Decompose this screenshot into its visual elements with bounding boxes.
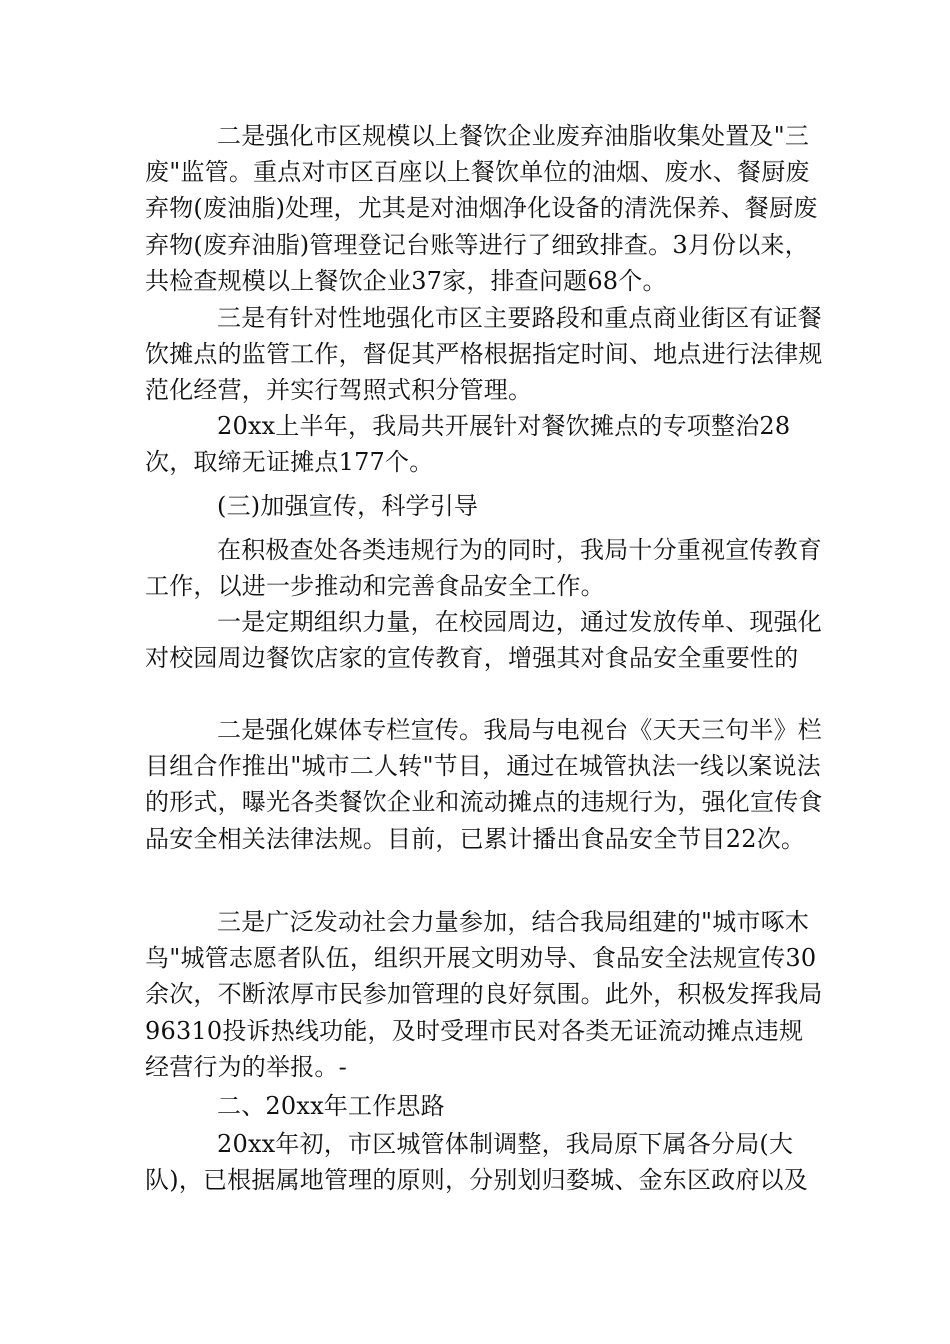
paragraph-waste-oil-supervision: 二是强化市区规模以上餐饮企业废弃油脂收集处置及"三废"监管。重点对市区百座以上餐饮单位的油烟、废水、餐厨废弃物(废油脂)处理，尤其是对油烟净化设备的清洗保养、餐厨废弃物(废弃油脂)管理登记台账等进行了细致排查。3月份以来，共检查规模以上餐饮企业37家，排查问题68个。 <box>145 122 818 295</box>
section-heading-work-plan: 二、20xx年工作思路 <box>217 1092 445 1120</box>
section-heading-publicity: (三)加强宣传，科学引导 <box>217 492 479 520</box>
paragraph-campus-publicity: 一是定期组织力量，在校园周边，通过发放传单、现强化对校园周边餐饮店家的宣传教育，增强其对食品安全重要性的 <box>145 608 822 673</box>
paragraph-media-publicity: 二是强化媒体专栏宣传。我局与电视台《天天三句半》栏目组合作推出"城市二人转"节目，通过在城管执法一线以案说法的形式，曝光各类餐饮企业和流动摊点的违规行为，强化宣传食品安全相关法律法规。目前，已累计播出食品安全节目22次。 <box>145 716 823 853</box>
paragraph-street-vendor-supervision: 三是有针对性地强化市区主要路段和重点商业街区有证餐饮摊点的监管工作，督促其严格根据指定时间、地点进行法律规范化经营，并实行驾照式积分管理。 <box>145 304 823 405</box>
paragraph-half-year-rectification: 20xx上半年，我局共开展针对餐饮摊点的专项整治28次，取缔无证摊点177个。 <box>145 412 791 477</box>
paragraph-publicity-intro: 在积极查处各类违规行为的同时，我局十分重视宣传教育工作，以进一步推动和完善食品安全工作。 <box>145 536 822 601</box>
paragraph-volunteer-publicity: 三是广泛发动社会力量参加，结合我局组建的"城市啄木鸟"城管志愿者队伍，组织开展文明劝导、食品安全法规宣传30余次，不断浓厚市民参加管理的良好氛围。此外，积极发挥我局96310投诉热线功能，及时受理市民对各类无证流动摊点违规经营行为的举报。- <box>145 908 823 1081</box>
paragraph-system-adjustment: 20xx年初，市区城管体制调整，我局原下属各分局(大队)，已根据属地管理的原则，分别划归婺城、金东区政府以及 <box>145 1130 808 1195</box>
